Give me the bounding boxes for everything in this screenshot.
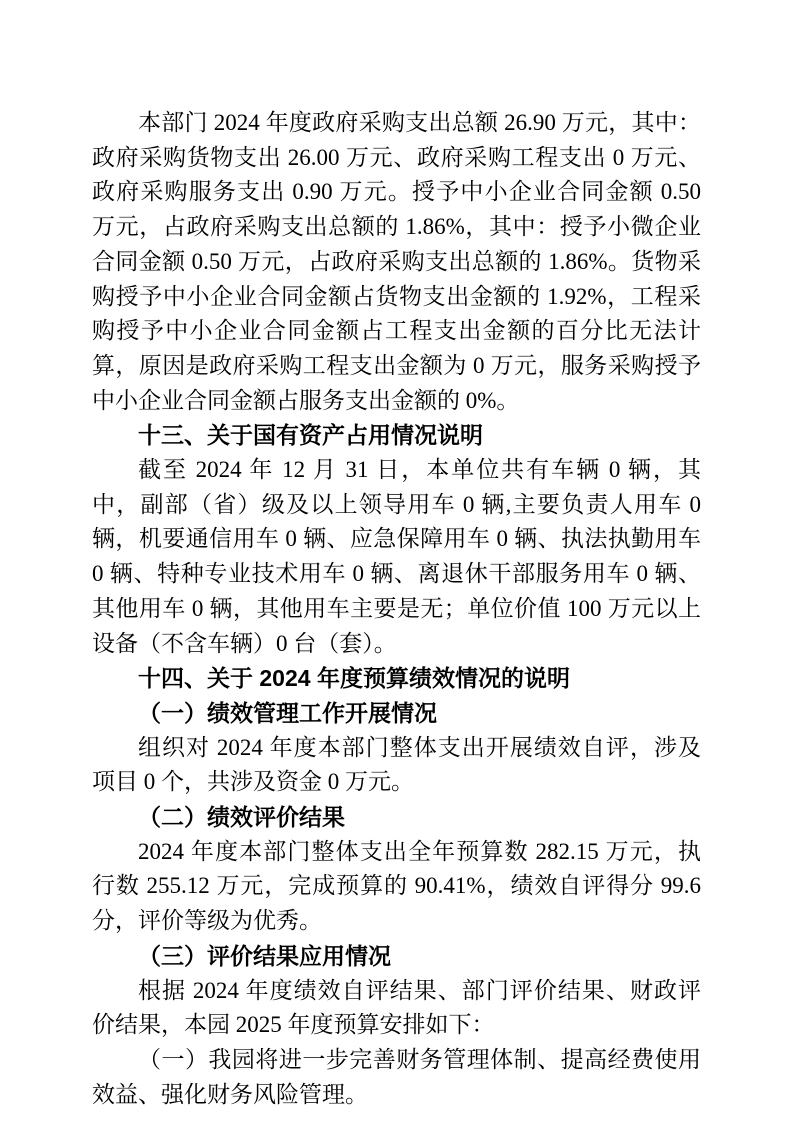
paragraph-government-procurement: 本部门 2024 年度政府采购支出总额 26.90 万元，其中：政府采购货物支出 26.00 万元、政府采购工程支出 0 万元、政府采购服务支出 0.90 万元。授予中小企业合同金额 0.50 万元，占政府采购支出总额的 1.86%，其中：授予小微企业合同金额 0.50 万元，占政府采购支出总额的 1.86%。货物采购授予中小企业合同金额占货物支出金额的 1.92%，工程采购授予中小企业合同金额占工程支出金额的百分比无法计算，原因是政府采购工程支出金额为 0 万元，服务采购授予中小企业合同金额占服务支出金额的 0%。 (92, 110, 701, 413)
heading-section-14-budget-performance: 十四、关于 2024 年度预算绩效情况的说明 (138, 665, 570, 692)
paragraph-budget-arrangement-item-1: （一）我园将进一步完善财务管理体制、提高经费使用效益、强化财务风险管理。 (92, 1046, 701, 1107)
subheading-14-3-results-application: （三）评价结果应用情况 (138, 942, 391, 969)
paragraph-evaluation-results-detail: 2024 年度本部门整体支出全年预算数 282.15 万元，执行数 255.12 万元，完成预算的 90.41%，绩效自评得分 99.6 分，评价等级为优秀。 (92, 838, 701, 934)
paragraph-performance-self-evaluation: 组织对 2024 年度本部门整体支出开展绩效自评，涉及项目 0 个，共涉及资金 0 万元。 (92, 734, 701, 795)
subheading-14-1-performance-management: （一）绩效管理工作开展情况 (138, 699, 437, 726)
paragraph-budget-arrangement-intro: 根据 2024 年度绩效自评结果、部门评价结果、财政评价结果，本园 2025 年度预算安排如下： (92, 977, 701, 1038)
subheading-14-2-evaluation-results: （二）绩效评价结果 (138, 804, 345, 831)
heading-section-13-state-assets: 十三、关于国有资产占用情况说明 (138, 422, 483, 449)
paragraph-state-assets-occupancy: 截至 2024 年 12 月 31 日，本单位共有车辆 0 辆，其中，副部（省）级及以上领导用车 0 辆,主要负责人用车 0 辆，机要通信用车 0 辆、应急保障用车 0 辆、执法执勤用车 0 辆、特种专业技术用车 0 辆、离退休干部服务用车 0 辆、其他用车 0 辆，其他用车主要是无；单位价值 100 万元以上设备（不含车辆）0 台（套）。 (92, 457, 701, 656)
